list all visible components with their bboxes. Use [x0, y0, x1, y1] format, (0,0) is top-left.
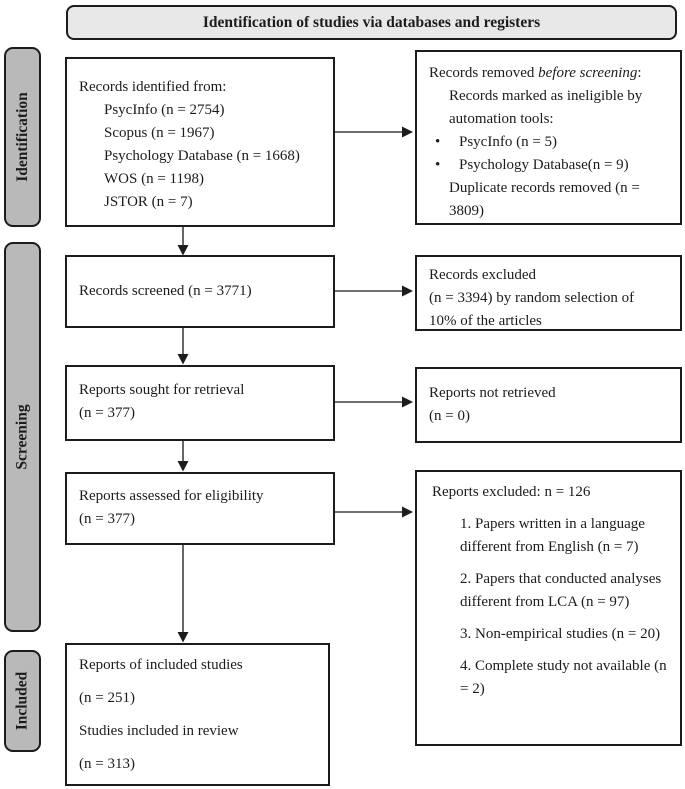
included-line: Studies included in review — [79, 723, 239, 739]
stage-label-screening — [4, 242, 41, 632]
arrow-screened-to-sought — [178, 328, 189, 365]
exclusion-reason: 2. Papers that conducted analyses different from LCA (n = 97) — [460, 571, 662, 610]
records-removed-headline — [429, 62, 672, 85]
bullet-text: PsycInfo (n = 5) — [459, 134, 558, 150]
records-excluded-line: (n = 3394) by random selection of — [429, 290, 635, 306]
box-records-identified — [65, 57, 335, 227]
reports-sought-line2: (n = 377) — [79, 405, 135, 421]
source-line: JSTOR (n = 7) — [104, 194, 193, 210]
reports-excluded-intro: Reports excluded: n = 126 — [432, 484, 591, 500]
source-line: Psychology Database (n = 1668) — [104, 148, 300, 164]
exclusion-reason: 4. Complete study not available (n = 2) — [460, 658, 667, 697]
source-line: Scopus (n = 1967) — [104, 125, 215, 141]
reports-not-retrieved-line1: Reports not retrieved — [429, 385, 556, 401]
source-line: PsycInfo (n = 2754) — [104, 102, 225, 118]
reports-assessed-line1: Reports assessed for eligibility — [79, 488, 264, 504]
source-line: WOS (n = 1198) — [104, 171, 204, 187]
box-reports-excluded — [415, 470, 682, 746]
bullet-icon: • — [435, 134, 441, 150]
diagram-title: Identification of studies via databases and registers — [202, 13, 541, 31]
reports-not-retrieved-line2: (n = 0) — [429, 408, 470, 424]
included-line: Reports of included studies — [79, 657, 243, 673]
stage-label-identification — [4, 47, 41, 227]
included-line: (n = 313) — [79, 756, 135, 772]
bullet-icon: • — [435, 157, 441, 173]
arrow-sought-to-assessed — [178, 441, 189, 472]
records-screened-text: Records screened (n = 3771) — [79, 283, 252, 299]
bullet-row — [429, 154, 672, 177]
records-removed-suffix: : — [637, 65, 642, 81]
records-removed-tail: Duplicate records removed (n = 3809) — [449, 180, 640, 219]
records-removed-subnote: Records marked as ineligible by automation tools: — [449, 88, 643, 127]
box-records-excluded — [415, 255, 682, 331]
arrow-sought-to-not-retrieved — [335, 397, 413, 408]
records-excluded-line: 10% of the articles — [429, 313, 542, 329]
diagram-header — [66, 5, 677, 40]
box-records-screened — [65, 255, 335, 328]
arrow-assessed-to-reports-excluded — [335, 507, 413, 518]
arrow-identified-to-screened — [178, 227, 189, 256]
box-reports-assessed — [65, 472, 335, 545]
box-included-studies — [65, 643, 330, 786]
stage-label-identification-text: Identification — [13, 92, 31, 182]
stage-label-included — [4, 650, 41, 752]
exclusion-reason: 1. Papers written in a language different from English (n = 7) — [460, 516, 645, 555]
reports-assessed-line2: (n = 377) — [79, 511, 135, 527]
arrow-assessed-to-included — [178, 545, 189, 643]
exclusion-reason: 3. Non-empirical studies (n = 20) — [460, 626, 661, 642]
box-records-removed — [415, 50, 682, 225]
bullet-row — [429, 131, 672, 154]
included-line: (n = 251) — [79, 690, 135, 706]
arrow-screened-to-excluded — [335, 286, 413, 297]
box-reports-sought — [65, 365, 335, 441]
box-reports-not-retrieved — [415, 367, 682, 443]
records-removed-italic: before screening — [538, 65, 638, 81]
stage-label-included-text: Included — [13, 671, 31, 731]
arrow-identified-to-removed — [335, 127, 413, 138]
records-identified-intro: Records identified from: — [79, 79, 227, 95]
bullet-text: Psychology Database(n = 9) — [459, 157, 629, 173]
stage-label-screening-text: Screening — [13, 404, 31, 470]
reports-sought-line1: Reports sought for retrieval — [79, 382, 245, 398]
records-excluded-line: Records excluded — [429, 267, 537, 283]
records-removed-prefix: Records removed — [429, 65, 539, 81]
